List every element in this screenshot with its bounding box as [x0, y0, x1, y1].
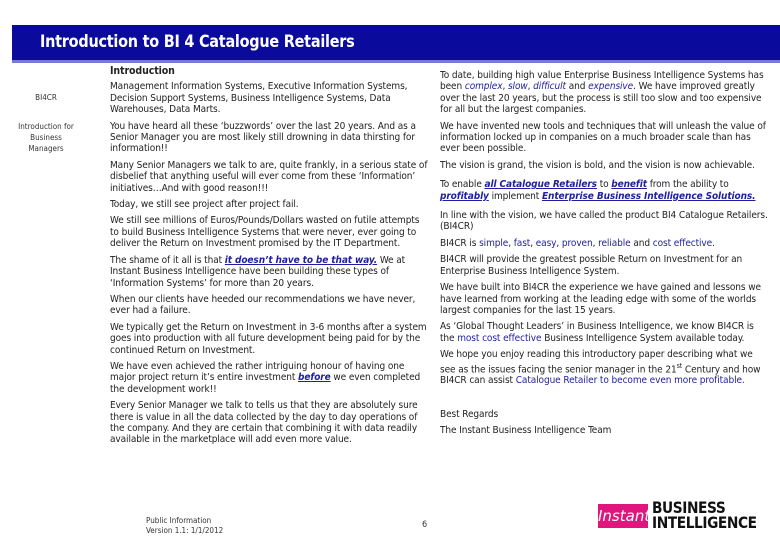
paragraph: We have even achieved the rather intriguing honour of having one major project return it’s entire investment before we even completed the development work!! [110, 360, 421, 395]
paragraph: We have invented new tools and techniques that will unleash the value of information locked up in companies on a much broader scale than has ever been possible. [440, 120, 766, 155]
footer-version: Version 1.1: 1/1/2012 [146, 526, 224, 535]
left-column [110, 66, 428, 451]
paragraph: We hope you enjoy reading this introductory paper describing what we see as the issues facing the senior manager in the 21st Century and how BI4CR can assist Catalogue Retailer to become even more profitable. [440, 349, 761, 387]
paragraph: Many Senior Managers we talk to are, quite frankly, in a serious state of disbelief that anything useful will ever come from these ‘Information’ initiatives…And with good reason!!! [110, 159, 428, 194]
paragraph: The shame of it all is that it doesn’t have to be that way. We at Instant Business Intelligence have been building these types of ‘Information Systems’ for more than 20 years. [110, 254, 406, 289]
logo-wordmark: BUSINESS INTELLIGENCE [652, 498, 757, 532]
page-number: 6 [422, 520, 428, 530]
sidebar-product-label: BI4CR [35, 93, 57, 102]
page-title: Introduction to BI 4 Catalogue Retailers [40, 32, 355, 52]
paragraph: To date, building high value Enterprise Business Intelligence Systems has been complex, slow, difficult and expensive. We have improved greatly over the last 20 years, but the process is still too slow and too expensive for all but the largest companies. [440, 70, 764, 116]
closing-signature: The Instant Business Intelligence Team [440, 425, 612, 437]
footer-info [146, 516, 223, 536]
section-heading: Introduction [110, 65, 175, 77]
paragraph: BI4CR is simple, fast, easy, proven, reliable and cost effective. [440, 237, 715, 249]
sidebar [0, 63, 92, 540]
header-divider [12, 60, 780, 63]
company-logo [598, 500, 776, 532]
paragraph: We have built into BI4CR the experience we have gained and lessons we have learned from working at the leading edge with some of the worlds largest companies for the last 15 years. [440, 282, 761, 316]
paragraph: You have heard all these ‘buzzwords’ over the last 20 years. And as a Senior Manager you are most likely still drowning in data thirsting for information!! [110, 120, 416, 155]
emphasis-text: before [298, 372, 331, 384]
paragraph: When our clients have heeded our recommendations we have never, ever had a failure. [110, 293, 416, 317]
right-column [440, 70, 770, 441]
footer-classification: Public Information [146, 516, 212, 525]
paragraph: Today, we still see project after project fail. [110, 199, 299, 211]
paragraph: Management Information Systems, Executive Information Systems, Decision Support Systems, Business Intelligence Systems, Data Warehouses, Data Marts. [110, 81, 408, 116]
paragraph: We still see millions of Euros/Pounds/Dollars wasted on futile attempts to build Business Intelligence Systems that were never, ever going to deliver the Return on Investment promised by the IT Department. [110, 215, 420, 250]
paragraph: BI4CR will provide the greatest possible Return on Investment for an Enterprise Business Intelligence System. [440, 254, 743, 277]
paragraph: We typically get the Return on Investment in 3-6 months after a system goes into production with all future development being paid for by the continued Return on Investment. [110, 321, 427, 356]
header [0, 0, 780, 60]
closing-regards: Best Regards [440, 408, 499, 420]
paragraph: In line with the vision, we have called the product BI4 Catalogue Retailers. (BI4CR) [440, 210, 768, 233]
sidebar-section-label: Introduction for Business Managers [18, 122, 74, 153]
logo-instant-mark: Instant [598, 504, 648, 528]
paragraph: Every Senior Manager we talk to tells us that they are absolutely sure there is value in all the data collected by the day to day operations of the company. And they are certain that combining it with data readily available in the marketplace will add even more value. [110, 400, 418, 446]
paragraph: The vision is grand, the vision is bold, and the vision is now achievable. [440, 159, 755, 171]
paragraph: As ‘Global Thought Leaders’ in Business Intelligence, we know BI4CR is the most cost effective Business Intelligence System available today. [440, 321, 754, 344]
paragraph: To enable all Catalogue Retailers to benefit from the ability to profitably implement Enterprise Business Intelligence Solutions. [440, 179, 756, 202]
emphasis-text: it doesn’t have to be that way. [224, 254, 378, 266]
